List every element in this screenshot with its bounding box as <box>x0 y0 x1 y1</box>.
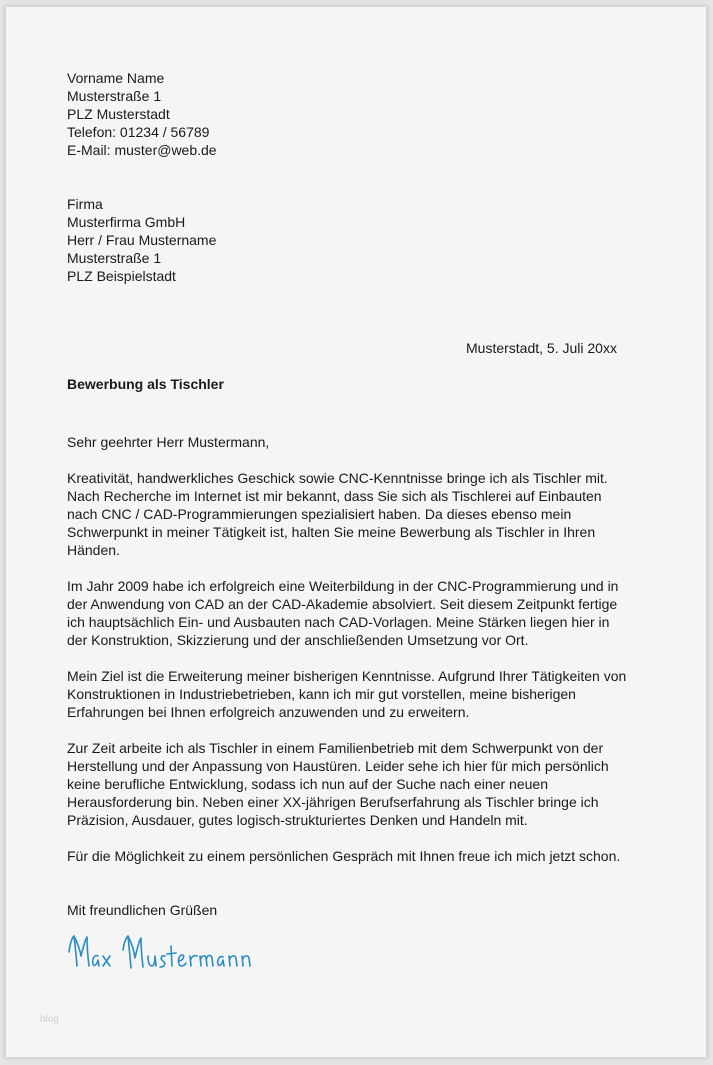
text-line: Konstruktionen in Industriebetrieben, kann ich mir gut vorstellen, meine bisherigen <box>67 686 576 702</box>
sender-city: PLZ Musterstadt <box>67 106 170 122</box>
paragraph-4 <box>67 739 609 829</box>
sender-name: Vorname Name <box>67 70 165 86</box>
recipient-contact: Herr / Frau Mustername <box>67 232 217 248</box>
text-line: Im Jahr 2009 habe ich erfolgreich eine Weiterbildung in der CNC-Programmierung und in <box>67 578 619 594</box>
text-line: Kreativität, handwerkliches Geschick sowie CNC-Kenntnisse bringe ich als Tischler mit. <box>67 470 608 486</box>
text-line: der Anwendung von CAD an der CAD-Akademie absolviert. Seit diesem Zeitpunkt fertige <box>67 596 618 612</box>
text-line: Mein Ziel ist die Erweiterung meiner bisherigen Kenntnisse. Aufgrund Ihrer Tätigkeiten von <box>67 668 627 684</box>
sender-email: E-Mail: muster@web.de <box>67 142 217 158</box>
recipient-company: Musterfirma GmbH <box>67 214 186 230</box>
text-line: nach CNC / CAD-Programmierungen spezialisiert haben. Da dieses ebenso mein <box>67 506 572 522</box>
watermark: blog <box>40 1014 59 1025</box>
paragraph-2 <box>67 577 618 649</box>
text-line: Für die Möglichkeit zu einem persönlichen Gespräch mit Ihnen freue ich mich jetzt schon. <box>67 848 621 864</box>
letter-subject: Bewerbung als Tischler <box>67 376 224 392</box>
letter-date: Musterstadt, 5. Juli 20xx <box>466 340 617 356</box>
sender-street: Musterstraße 1 <box>67 88 162 104</box>
text-line: Zur Zeit arbeite ich als Tischler in einem Familienbetrieb mit dem Schwerpunkt von der <box>67 740 604 756</box>
paragraph-1 <box>67 469 608 559</box>
recipient-label: Firma <box>67 196 103 212</box>
text-line: Händen. <box>67 542 120 558</box>
sender-address <box>67 69 217 159</box>
text-line: Erfahrungen bei Ihnen erfolgreich anzuwenden und zu erweitern. <box>67 704 470 720</box>
letter-page <box>5 6 707 1058</box>
text-line: ich hauptsächlich Ein- und Ausbauten nach CAD-Vorlagen. Meine Stärken liegen hier in <box>67 614 610 630</box>
letter-salutation: Sehr geehrter Herr Mustermann, <box>67 434 270 450</box>
text-line: der Konstruktion, Skizzierung und der anschließenden Umsetzung vor Ort. <box>67 632 529 648</box>
sender-phone: Telefon: 01234 / 56789 <box>67 124 210 140</box>
recipient-city: PLZ Beispielstadt <box>67 268 176 284</box>
text-line: Präzision, Ausdauer, gutes logisch-strukturiertes Denken und Handeln mit. <box>67 812 528 828</box>
paragraph-3 <box>67 667 626 721</box>
text-line: Herausforderung bin. Neben einer XX-jährigen Berufserfahrung als Tischler bringe ich <box>67 794 599 810</box>
text-line: Herstellung und der Anpassung von Haustüren. Leider sehe ich hier für mich persönlich <box>67 758 609 774</box>
text-line: keine berufliche Entwicklung, sodass ich nun auf der Suche nach einer neuen <box>67 776 548 792</box>
paragraph-5 <box>67 847 620 865</box>
text-line: Nach Recherche im Internet ist mir bekannt, dass Sie sich als Tischlerei auf Einbauten <box>67 488 602 504</box>
letter-closing: Mit freundlichen Grüßen <box>67 902 218 918</box>
recipient-address <box>67 195 216 285</box>
recipient-street: Musterstraße 1 <box>67 250 162 266</box>
signature <box>66 932 266 983</box>
signature-script-icon <box>66 932 266 978</box>
text-line: Schwerpunkt in meiner Tätigkeit ist, halten Sie meine Bewerbung als Tischler in Ihren <box>67 524 596 540</box>
